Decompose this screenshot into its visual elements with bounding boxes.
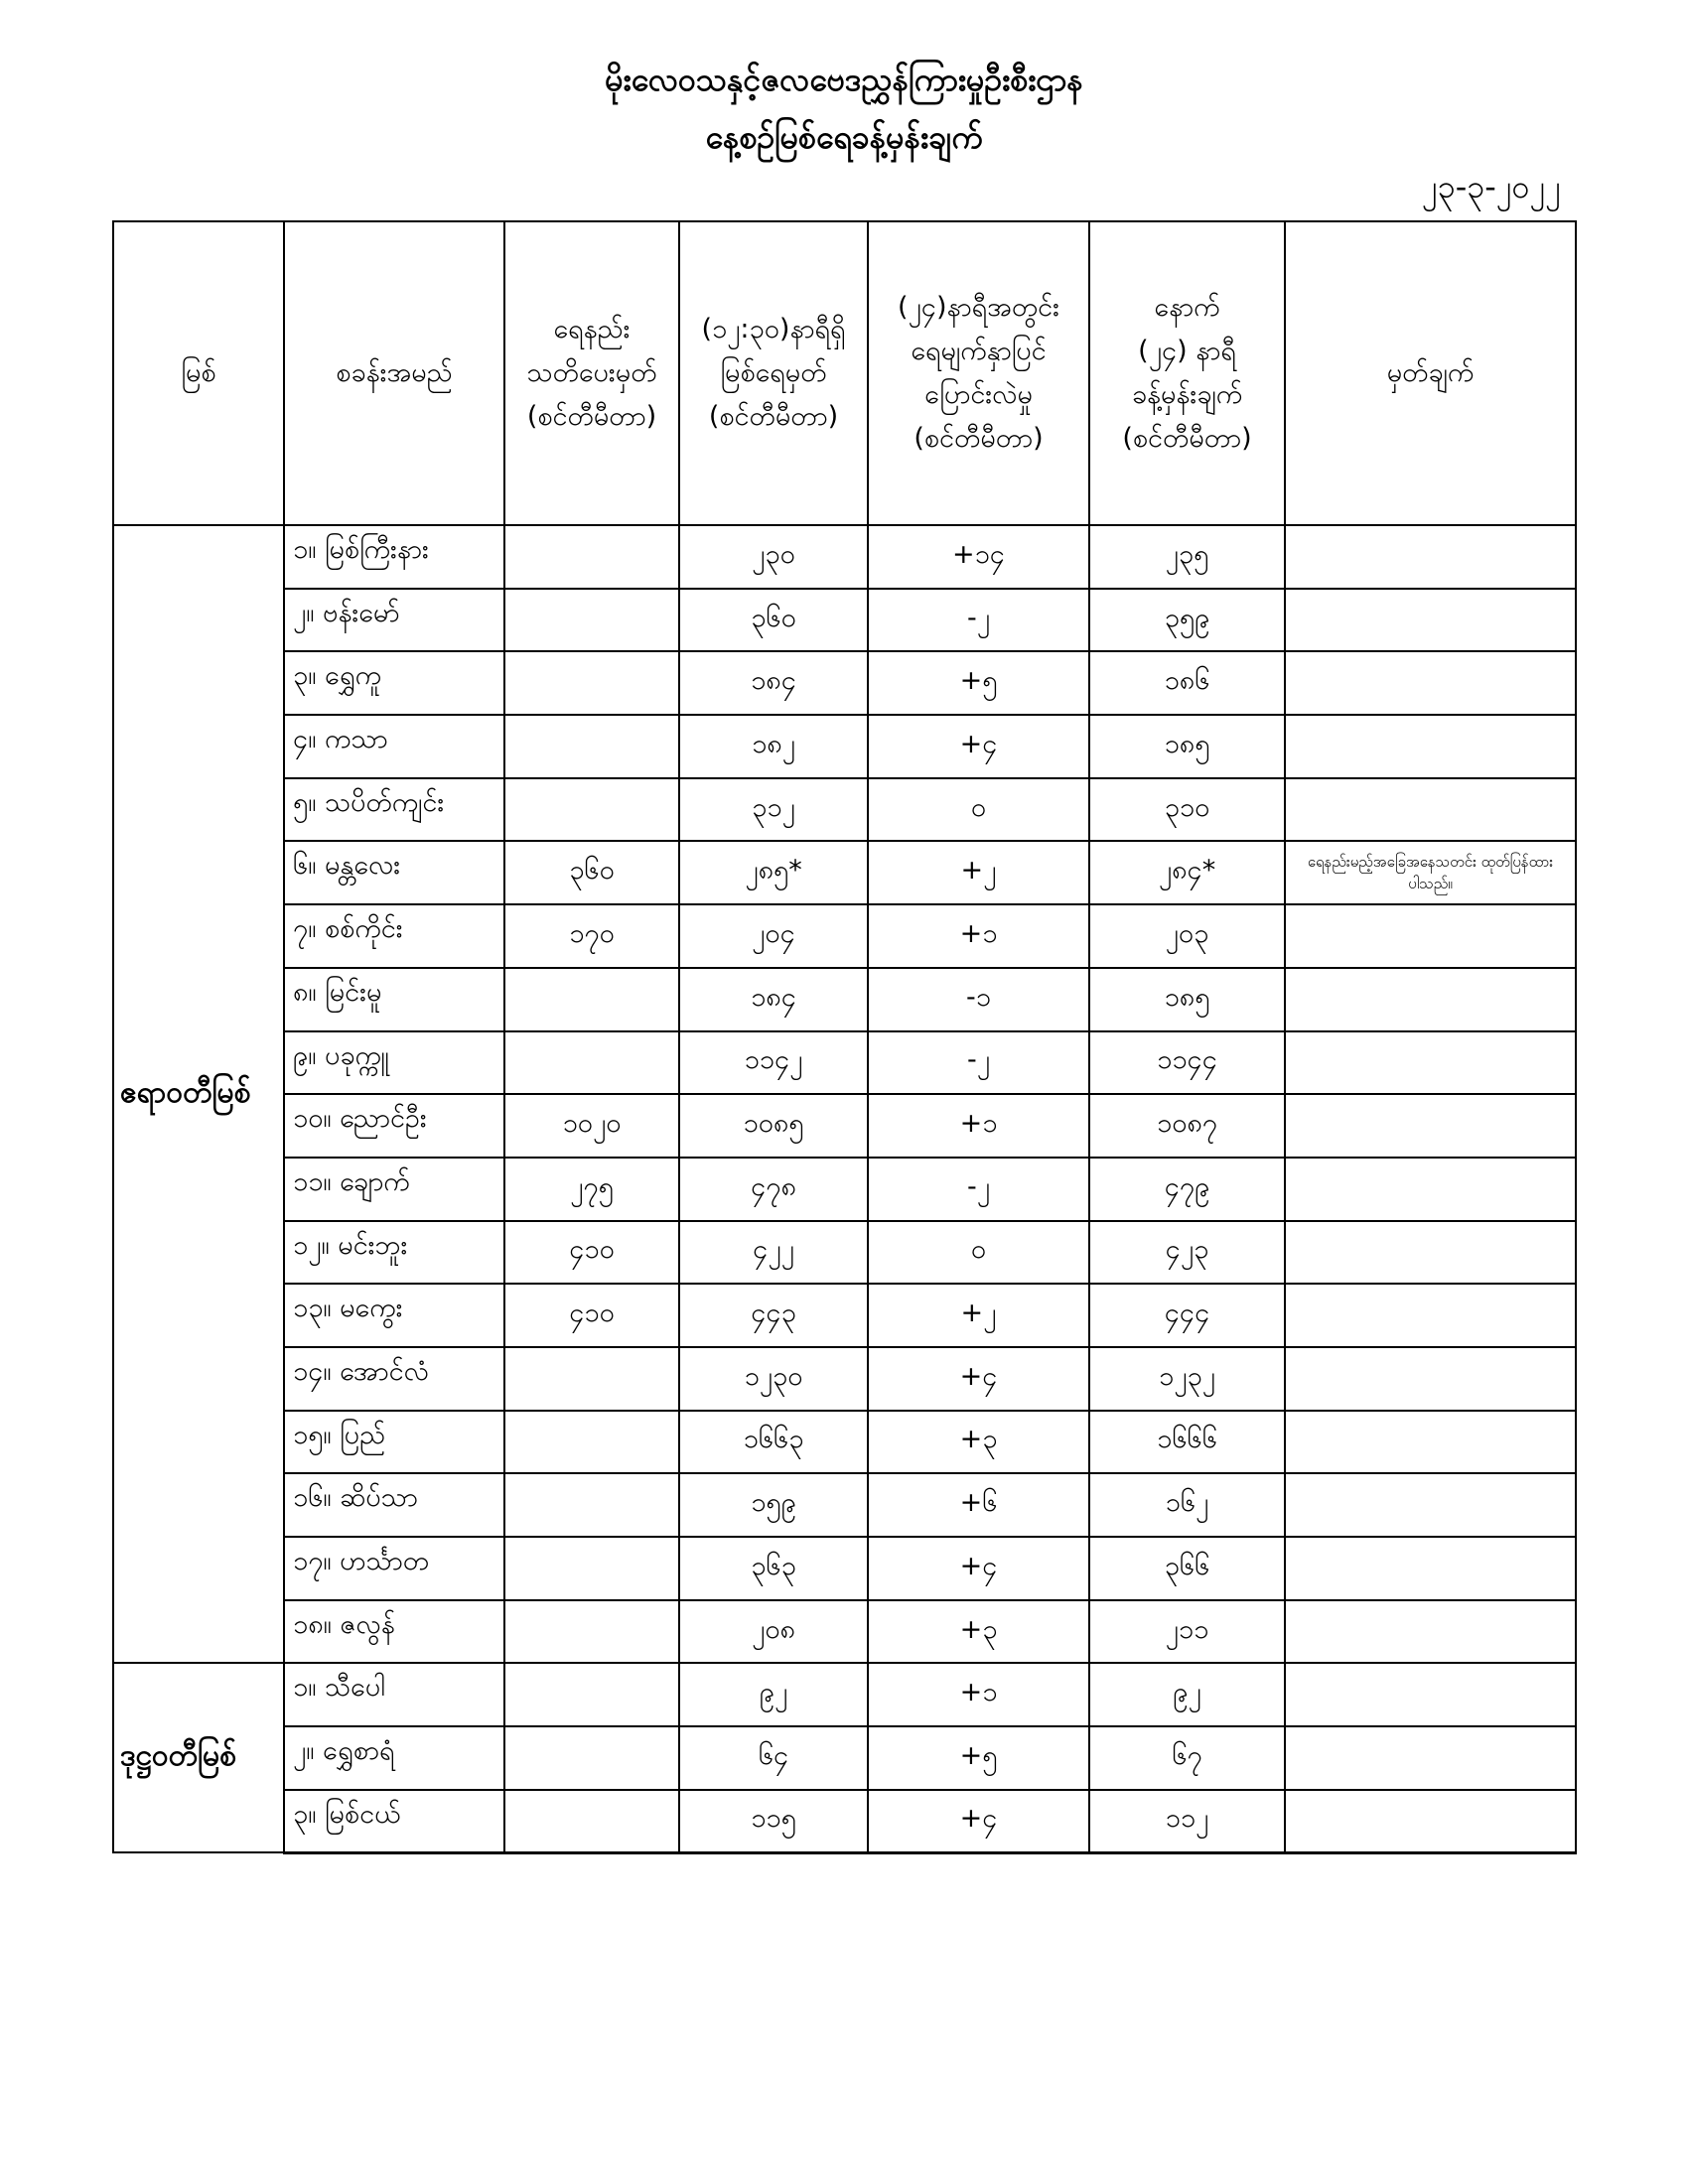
- level-change: +၂: [868, 1284, 1089, 1347]
- danger-level: ၁၀၂၀: [504, 1094, 679, 1158]
- table-row: [113, 968, 1576, 1031]
- level-change: -၂: [868, 1031, 1089, 1095]
- forecast-level: ၁၀၈၇: [1089, 1094, 1285, 1158]
- danger-level: ၄၁၀: [504, 1284, 679, 1347]
- danger-level: [504, 778, 679, 842]
- danger-level: [504, 651, 679, 715]
- col-header-level-line: မြစ်ရေမှတ်: [720, 357, 827, 388]
- col-header-level-line: (၁၂:၃၀)နာရီရှိ: [701, 314, 846, 344]
- forecast-level: ၁၈၆: [1089, 651, 1285, 715]
- level-change: -၂: [868, 589, 1089, 652]
- forecast-level: ၄၂၃: [1089, 1221, 1285, 1285]
- water-level: ၁၁၄၂: [679, 1031, 868, 1095]
- col-header-water-level: [679, 221, 868, 525]
- remark: [1285, 1031, 1576, 1095]
- level-change: +၄: [868, 1790, 1089, 1853]
- station-name: ၃။ မြစ်ငယ်: [284, 1790, 504, 1853]
- water-level: ၂၃၀: [679, 525, 868, 589]
- forecast-level: ၁၁၄၄: [1089, 1031, 1285, 1095]
- remark: [1285, 525, 1576, 589]
- level-change: +၃: [868, 1411, 1089, 1474]
- remark: [1285, 1790, 1576, 1853]
- col-header-forecast-line: ခန့်မှန်းချက်: [1131, 379, 1243, 410]
- remark: [1285, 651, 1576, 715]
- level-change: +၁: [868, 1094, 1089, 1158]
- level-change: +၁: [868, 1663, 1089, 1726]
- water-level: ၁၁၅: [679, 1790, 868, 1853]
- danger-level: [504, 1347, 679, 1411]
- station-name: ၁၁။ ချောက်: [284, 1158, 504, 1221]
- remark: [1285, 1663, 1576, 1726]
- col-header-level-line: (စင်တီမီတာ): [708, 401, 839, 432]
- water-level: ၃၆၀: [679, 589, 868, 652]
- water-level: ၁၀၈၅: [679, 1094, 868, 1158]
- water-level: ၄၂၂: [679, 1221, 868, 1285]
- col-header-danger-line: ရေနည်း: [553, 314, 631, 344]
- col-header-forecast-line: (စင်တီမီတာ): [1122, 423, 1252, 454]
- river-name: ဧရာဝတီမြစ်: [113, 525, 284, 1663]
- water-level: ၂၀၄: [679, 904, 868, 968]
- danger-level: [504, 1726, 679, 1790]
- department-title: မိုးလေဝသနှင့်ဇလဗေဒညွှန်ကြားမှုဦးစီးဌာန: [605, 61, 1083, 98]
- table-row: [113, 1221, 1576, 1285]
- col-header-station: စခန်းအမည်: [284, 221, 504, 525]
- table-row: [113, 1473, 1576, 1537]
- table-row: [113, 1790, 1576, 1853]
- remark: [1285, 1473, 1576, 1537]
- danger-level: ၂၇၅: [504, 1158, 679, 1221]
- table-row: [113, 778, 1576, 842]
- water-level: ၃၆၃: [679, 1537, 868, 1600]
- forecast-level: ၂၃၅: [1089, 525, 1285, 589]
- col-header-change-line: (စင်တီမီတာ): [914, 423, 1044, 454]
- station-name: ၁၈။ ဇလွန်: [284, 1600, 504, 1664]
- water-level: ၁၂၃၀: [679, 1347, 868, 1411]
- col-header-forecast-line: (၂၄) နာရီ: [1138, 336, 1236, 366]
- station-name: ၁၃။ မကွေး: [284, 1284, 504, 1347]
- table-row: [113, 1726, 1576, 1790]
- station-name: ၁၆။ ဆိပ်သာ: [284, 1473, 504, 1537]
- level-change: +၁: [868, 904, 1089, 968]
- remark: [1285, 1158, 1576, 1221]
- water-level: ၂၈၅*: [679, 841, 868, 904]
- col-header-change-line: ပြောင်းလဲမှု: [924, 379, 1033, 410]
- station-name: ၉။ ပခုက္ကူ: [284, 1031, 504, 1095]
- forecast-level: ၁၁၂: [1089, 1790, 1285, 1853]
- table-row: [113, 1663, 1576, 1726]
- water-level: ၁၆၆၃: [679, 1411, 868, 1474]
- station-name: ၇။ စစ်ကိုင်း: [284, 904, 504, 968]
- level-change: +၃: [868, 1600, 1089, 1664]
- forecast-level: ၃၁၀: [1089, 778, 1285, 842]
- forecast-level: ၉၂: [1089, 1663, 1285, 1726]
- danger-level: [504, 715, 679, 778]
- water-level: ၃၁၂: [679, 778, 868, 842]
- col-header-river: မြစ်: [113, 221, 284, 525]
- danger-level: [504, 1600, 679, 1664]
- river-forecast-table: [112, 220, 1577, 1854]
- danger-level: ၁၇၀: [504, 904, 679, 968]
- col-header-forecast-line: နောက်: [1154, 292, 1220, 323]
- water-level: ၁၈၄: [679, 651, 868, 715]
- forecast-level: ၃၅၉: [1089, 589, 1285, 652]
- table-row: [113, 651, 1576, 715]
- remark: [1285, 778, 1576, 842]
- forecast-level: ၁၂၃၂: [1089, 1347, 1285, 1411]
- forecast-level: ၂၈၄*: [1089, 841, 1285, 904]
- level-change: -၂: [868, 1158, 1089, 1221]
- table-row: [113, 1031, 1576, 1095]
- col-header-danger-line: (စင်တီမီတာ): [526, 401, 657, 432]
- level-change: +၄: [868, 715, 1089, 778]
- water-level: ၆၄: [679, 1726, 868, 1790]
- water-level: ၁၅၉: [679, 1473, 868, 1537]
- remark: [1285, 715, 1576, 778]
- danger-level: [504, 968, 679, 1031]
- station-name: ၃။ ရွှေကူ: [284, 651, 504, 715]
- col-header-remark: မှတ်ချက်: [1285, 221, 1576, 525]
- col-header-change-line: ရေမျက်နှာပြင်: [911, 336, 1047, 366]
- table-row: [113, 1158, 1576, 1221]
- forecast-level: ၁၈၅: [1089, 968, 1285, 1031]
- remark: [1285, 1537, 1576, 1600]
- table-row: [113, 1600, 1576, 1664]
- station-name: ၁၄။ အောင်လံ: [284, 1347, 504, 1411]
- table-row: [113, 841, 1576, 904]
- water-level: ၉၂: [679, 1663, 868, 1726]
- level-change: ၀: [868, 778, 1089, 842]
- level-change: +၆: [868, 1473, 1089, 1537]
- remark: ရေနည်းမည့်အခြေအနေသတင်း ထုတ်ပြန်ထားပါသည်။: [1285, 841, 1576, 904]
- level-change: +၅: [868, 1726, 1089, 1790]
- water-level: ၁၈၂: [679, 715, 868, 778]
- danger-level: [504, 1473, 679, 1537]
- report-title: နေ့စဥ်မြစ်ရေခန့်မှန်းချက်: [705, 118, 983, 156]
- level-change: +၁၄: [868, 525, 1089, 589]
- level-change: +၄: [868, 1347, 1089, 1411]
- header-row: [113, 221, 1576, 525]
- remark: [1285, 1411, 1576, 1474]
- remark: [1285, 904, 1576, 968]
- station-name: ၁၅။ ပြည်: [284, 1411, 504, 1474]
- level-change: +၂: [868, 841, 1089, 904]
- water-level: ၄၇၈: [679, 1158, 868, 1221]
- remark: [1285, 1726, 1576, 1790]
- table-row: [113, 1284, 1576, 1347]
- river-name: ဒုဋ္ဌဝတီမြစ်: [113, 1663, 284, 1852]
- table-row: [113, 1347, 1576, 1411]
- station-name: ၁။ သီပေါ: [284, 1663, 504, 1726]
- danger-level: [504, 1537, 679, 1600]
- forecast-level: ၆၇: [1089, 1726, 1285, 1790]
- water-level: ၂၀၈: [679, 1600, 868, 1664]
- col-header-danger-level: [504, 221, 679, 525]
- table-body: [113, 525, 1576, 1852]
- remark: [1285, 1094, 1576, 1158]
- station-name: ၅။ သပိတ်ကျင်း: [284, 778, 504, 842]
- danger-level: [504, 1031, 679, 1095]
- table-row: [113, 715, 1576, 778]
- table-row: [113, 904, 1576, 968]
- col-header-change: [868, 221, 1089, 525]
- station-name: ၆။ မန္တလေး: [284, 841, 504, 904]
- table-row: [113, 1537, 1576, 1600]
- station-name: ၁၇။ ဟင်္သာတ: [284, 1537, 504, 1600]
- remark: [1285, 1347, 1576, 1411]
- station-name: ၁၂။ မင်းဘူး: [284, 1221, 504, 1285]
- level-change: +၄: [868, 1537, 1089, 1600]
- danger-level: [504, 589, 679, 652]
- danger-level: [504, 1663, 679, 1726]
- col-header-forecast: [1089, 221, 1285, 525]
- col-header-change-line: (၂၄)နာရီအတွင်း: [897, 292, 1059, 323]
- danger-level: [504, 525, 679, 589]
- danger-level: [504, 1411, 679, 1474]
- remark: [1285, 589, 1576, 652]
- table-row: [113, 589, 1576, 652]
- station-name: ၈။ မြင်းမူ: [284, 968, 504, 1031]
- forecast-level: ၁၈၅: [1089, 715, 1285, 778]
- forecast-level: ၃၆၆: [1089, 1537, 1285, 1600]
- forecast-level: ၁၆၆၆: [1089, 1411, 1285, 1474]
- remark: [1285, 1284, 1576, 1347]
- station-name: ၁။ မြစ်ကြီးနား: [284, 525, 504, 589]
- station-name: ၁၀။ ညောင်ဦး: [284, 1094, 504, 1158]
- forecast-level: ၄၄၄: [1089, 1284, 1285, 1347]
- remark: [1285, 968, 1576, 1031]
- station-name: ၄။ ကသာ: [284, 715, 504, 778]
- level-change: ၀: [868, 1221, 1089, 1285]
- station-name: ၂။ ဗန်းမော်: [284, 589, 504, 652]
- station-name: ၂။ ရွှေစာရံ: [284, 1726, 504, 1790]
- remark: [1285, 1221, 1576, 1285]
- forecast-level: ၂၁၁: [1089, 1600, 1285, 1664]
- water-level: ၁၈၄: [679, 968, 868, 1031]
- forecast-level: ၁၆၂: [1089, 1473, 1285, 1537]
- table-row: [113, 1411, 1576, 1474]
- table-row: [113, 1094, 1576, 1158]
- report-date: ၂၃-၃-၂၀၂၂: [1422, 168, 1561, 205]
- forecast-level: ၂၀၃: [1089, 904, 1285, 968]
- water-level: ၄၄၃: [679, 1284, 868, 1347]
- table-row: [113, 525, 1576, 589]
- danger-level: ၃၆၀: [504, 841, 679, 904]
- col-header-danger-line: သတိပေးမှတ်: [526, 357, 657, 388]
- level-change: +၅: [868, 651, 1089, 715]
- remark: [1285, 1600, 1576, 1664]
- level-change: -၁: [868, 968, 1089, 1031]
- danger-level: ၄၁၀: [504, 1221, 679, 1285]
- danger-level: [504, 1790, 679, 1853]
- forecast-level: ၄၇၉: [1089, 1158, 1285, 1221]
